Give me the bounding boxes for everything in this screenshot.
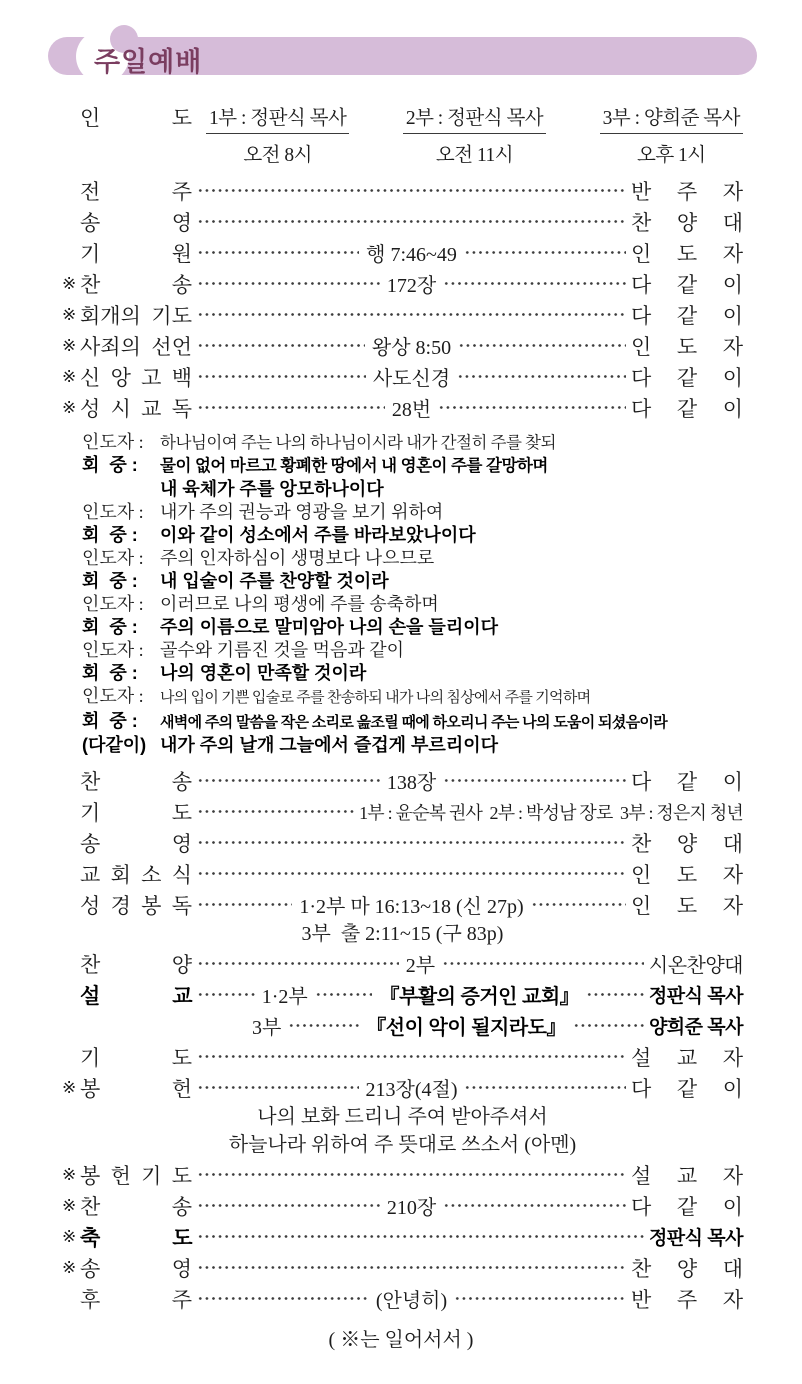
reading-line-cong [82, 454, 743, 478]
program-item-detail: 사도신경 [372, 368, 451, 390]
program-item-performer: 찬 양 대 [631, 210, 743, 235]
program-note-line: 하늘나라 위하여 주 뜻대로 쓰소서 (아멘) [228, 1134, 577, 1156]
program-item-performer: 다 같 이 [631, 303, 743, 328]
program-row [62, 827, 743, 858]
program-item-performer: 인 도 자 [631, 334, 744, 359]
dotted-leader [197, 1195, 380, 1216]
service-1-column [206, 102, 349, 167]
program-item-label: 회개의 기도 [80, 303, 192, 328]
reading-text: 내 입술이 주를 찬양할 것이라 [160, 571, 389, 591]
program-part-2 [62, 765, 743, 1314]
program-item-label: 찬 송 [80, 769, 192, 794]
program-row [62, 1221, 743, 1252]
program-item-label: 전 주 [80, 179, 192, 204]
reading-speaker: 회 중 : [82, 663, 138, 683]
program-item-performer: 1부 : 윤순복 권사 2부 : 박성남 장로 3부 : 정은지 청년 [359, 802, 743, 823]
reading-text: 골수와 기름진 것을 먹음과 같이 [160, 640, 405, 660]
program-item-label: 성 경 봉 독 [80, 893, 192, 918]
program-item-label: 축 도 [80, 1226, 192, 1250]
program-item-performer: 다 같 이 [631, 769, 744, 794]
dotted-leader [438, 397, 626, 418]
program-item-detail: 172장 [386, 275, 437, 297]
standing-mark: ※ [62, 366, 77, 386]
reading-line-leader [82, 547, 743, 570]
dotted-leader [197, 273, 380, 294]
program-item-performer: 정판식 목사 [648, 1228, 743, 1249]
program-row [62, 1190, 743, 1221]
dotted-leader [197, 1046, 626, 1067]
program-row [62, 392, 743, 423]
dotted-leader [464, 242, 626, 263]
standing-mark: ※ [62, 1164, 77, 1184]
program-note-line: 3부 출 2:11~15 (구 83p) [301, 923, 504, 945]
dotted-leader [197, 366, 366, 387]
program-part-1 [62, 175, 743, 423]
reading-line-leader [82, 593, 743, 616]
dotted-leader [288, 1015, 359, 1036]
dotted-leader [442, 953, 644, 974]
program-item-label: 성 시 교 독 [80, 396, 192, 421]
dotted-leader [197, 397, 385, 418]
reading-text: 나의 입이 기쁜 입술로 주를 찬송하되 내가 나의 침상에서 주를 기억하며 [160, 690, 591, 706]
reading-text: 하나님이여 주는 나의 하나님이시라 내가 간절히 주를 찾되 [160, 433, 556, 452]
reading-line-cong [82, 524, 743, 547]
dotted-leader [457, 366, 626, 387]
program-item-performer: 다 같 이 [631, 1194, 744, 1219]
reading-text: 주의 인자하심이 생명보다 나으므로 [160, 548, 435, 568]
program-item-label: 교 회 소 식 [80, 862, 192, 887]
program-item-performer: 양희준 목사 [648, 1017, 744, 1038]
reading-line-cong [82, 570, 743, 593]
reading-line-leader [82, 501, 743, 524]
program-item-label: 기 도 [80, 800, 192, 825]
dotted-leader [454, 1288, 626, 1309]
reading-text: 내가 주의 권능과 영광을 보기 위하여 [160, 502, 444, 522]
page-title: 주일예배 [94, 47, 203, 77]
reading-text: 새벽에 주의 말씀을 작은 소리로 읊조릴 때에 하오리니 주는 나의 도움이 되셨음이라 [160, 714, 668, 731]
standing-mark: ※ [62, 273, 77, 293]
service-part-label: 1·2부 [261, 986, 308, 1008]
program-item-performer: 정판식 목사 [648, 986, 743, 1007]
dotted-leader [443, 273, 626, 294]
program-item-label: 기 원 [80, 241, 192, 266]
program-item-label: 송 영 [80, 831, 192, 856]
program-item-performer: 시온찬양대 [648, 955, 743, 977]
program-item-label: 찬 송 [80, 1194, 192, 1219]
program-item-label: 송 영 [80, 1256, 192, 1281]
reading-speaker: 회 중 : [82, 455, 138, 475]
program-item-detail: 『부활의 증거인 교회』 [379, 986, 580, 1008]
reading-speaker: 회 중 : [82, 571, 138, 591]
program-item-label: 봉 헌 기 도 [80, 1163, 192, 1188]
program-row [62, 330, 743, 361]
dotted-leader [197, 863, 626, 884]
program-item-performer: 반 주 자 [631, 179, 743, 204]
program-item-detail: 『선이 악이 될지라도』 [366, 1017, 566, 1039]
reading-text: 물이 없어 마르고 황폐한 땅에서 내 영혼이 주를 갈망하며 [160, 457, 548, 475]
reading-line-leader [82, 431, 743, 454]
dotted-leader [197, 304, 626, 325]
dotted-leader [197, 801, 354, 822]
program-row [62, 979, 743, 1010]
reading-line-cong [82, 616, 743, 639]
program-row [62, 361, 743, 392]
program-item-label: 봉 헌 [80, 1076, 192, 1101]
program-row [62, 1041, 743, 1072]
dotted-leader [458, 335, 626, 356]
reading-speaker: 회 중 : [82, 617, 138, 637]
program-item-detail: 28번 [391, 399, 432, 421]
program-item-detail: 왕상 8:50 [371, 337, 452, 359]
dotted-leader [197, 180, 626, 201]
program-row [62, 299, 743, 330]
standing-mark: ※ [62, 304, 77, 324]
dotted-leader [197, 242, 359, 263]
dotted-leader [586, 984, 644, 1005]
reading-text: 이와 같이 성소에서 주를 바라보았나이다 [160, 525, 476, 545]
program-item-performer: 다 같 이 [631, 1076, 743, 1101]
program-item-performer: 반 주 자 [631, 1287, 743, 1312]
standing-mark: ※ [62, 1257, 77, 1277]
program-item-detail: (안녕히) [375, 1290, 448, 1312]
reading-speaker: 인도자 : [82, 432, 144, 452]
service-1-leader-name: 1부 : 정판식 목사 [206, 102, 349, 134]
program-row [62, 175, 743, 206]
dotted-leader [443, 1195, 626, 1216]
program-row [62, 206, 743, 237]
dotted-leader [197, 335, 365, 356]
service-3-column [600, 102, 743, 167]
program-row [62, 948, 743, 979]
dotted-leader [197, 1164, 626, 1185]
service-1-time: 오전 8시 [243, 145, 312, 166]
program-item-performer: 인 도 자 [631, 241, 744, 266]
standing-mark: ※ [62, 1195, 77, 1215]
program-item-performer: 다 같 이 [631, 272, 744, 297]
program-item-performer: 찬 양 대 [631, 831, 743, 856]
program-item-performer: 설 교 자 [631, 1163, 743, 1188]
reading-text: 주의 이름으로 말미암아 나의 손을 들리이다 [160, 617, 498, 637]
program-item-label: 사죄의 선언 [80, 334, 192, 359]
reading-line-cong [82, 662, 743, 685]
program-item-performer: 찬 양 대 [631, 1256, 743, 1281]
dotted-leader [443, 770, 626, 791]
dotted-leader [531, 894, 626, 915]
program-item-detail: 1·2부 마 16:13~18 (신 27p) [299, 896, 524, 918]
dotted-leader [197, 832, 626, 853]
program-item-detail: 213장(4절) [365, 1079, 458, 1101]
program-item-detail: 2부 [405, 955, 436, 977]
program-row [62, 858, 743, 889]
program-item-label: 찬 양 [80, 952, 192, 977]
reading-line-all [82, 734, 743, 757]
program-row [62, 1072, 743, 1103]
program-row [62, 1010, 743, 1041]
service-leaders-row [80, 102, 743, 167]
program-item-performer: 다 같 이 [631, 396, 744, 421]
dotted-leader [573, 1015, 644, 1036]
reading-speaker: 인도자 : [82, 640, 144, 660]
reading-speaker: 회 중 : [82, 525, 138, 545]
program-row [62, 268, 743, 299]
program-row [62, 1252, 743, 1283]
service-3-leader-name: 3부 : 양희준 목사 [600, 102, 743, 134]
reading-speaker: 인도자 : [82, 502, 144, 522]
responsive-reading [82, 431, 743, 757]
program-item-detail: 138장 [386, 772, 437, 794]
standing-mark: ※ [62, 397, 77, 417]
dotted-leader [197, 984, 255, 1005]
program-note-line: 나의 보화 드리니 주여 받아주셔서 [257, 1106, 548, 1128]
standing-mark: ※ [62, 335, 77, 355]
standing-mark: ※ [62, 1226, 77, 1246]
program-item-label: 신 앙 고 백 [80, 365, 192, 390]
bulletin-page [0, 37, 802, 1384]
program-item-label: 기 도 [80, 1045, 192, 1070]
program-row [62, 1159, 743, 1190]
reading-text: 이러므로 나의 평생에 주를 송축하며 [160, 594, 439, 614]
dotted-leader [197, 1077, 359, 1098]
program-item-label: 찬 송 [80, 272, 192, 297]
reading-speaker: 인도자 : [82, 594, 144, 614]
service-2-column [403, 102, 546, 167]
program-item-label: 송 영 [80, 210, 192, 235]
program-row [62, 1283, 743, 1314]
reading-line-leader [82, 685, 743, 710]
reading-speaker: 인도자 : [82, 548, 144, 568]
dotted-leader [197, 894, 292, 915]
program-item-detail: 210장 [386, 1197, 437, 1219]
service-2-time: 오전 11시 [435, 145, 514, 166]
program-item-label: 설 교 [80, 984, 192, 1008]
dotted-leader [197, 953, 399, 974]
dotted-leader [197, 1226, 644, 1247]
service-3-time: 오후 1시 [637, 145, 706, 166]
program-item-performer: 설 교 자 [631, 1045, 743, 1070]
reading-speaker: (다같이) [82, 735, 147, 755]
reading-speaker: 회 중 : [82, 711, 138, 731]
reading-text: 내가 주의 날개 그늘에서 즐겁게 부르리이다 [160, 735, 498, 755]
reading-text: 나의 영혼이 만족할 것이라 [160, 663, 367, 683]
service-part-label: 3부 [252, 1017, 282, 1039]
program-row [62, 765, 743, 796]
reading-speaker: 인도자 : [82, 686, 144, 706]
program-item-performer: 인 도 자 [631, 893, 744, 918]
service-leader-columns [206, 102, 743, 167]
program-item-label: 후 주 [80, 1287, 192, 1312]
reading-line-cong [82, 710, 743, 734]
reading-line-leader [82, 639, 743, 662]
reading-line-cont [82, 478, 743, 501]
program-row [62, 889, 743, 920]
program-item-detail: 행 7:46~49 [366, 244, 457, 266]
service-2-leader-name: 2부 : 정판식 목사 [403, 102, 546, 134]
section-header-bar [48, 37, 757, 75]
standing-mark: ※ [62, 1077, 77, 1097]
program-row [62, 796, 743, 827]
reading-text: 내 육체가 주를 앙모하나이다 [160, 479, 384, 499]
leaders-label: 인 도 [80, 106, 192, 130]
dotted-leader [464, 1077, 626, 1098]
program-item-performer: 다 같 이 [631, 365, 743, 390]
dotted-leader [197, 1257, 626, 1278]
program-item-performer: 인 도 자 [631, 862, 743, 887]
standing-note: ( ※는 일어서서 ) [328, 1329, 474, 1351]
dotted-leader [197, 211, 626, 232]
dotted-leader [315, 984, 373, 1005]
dotted-leader [197, 770, 380, 791]
dotted-leader [197, 1288, 369, 1309]
program-row [62, 237, 743, 268]
